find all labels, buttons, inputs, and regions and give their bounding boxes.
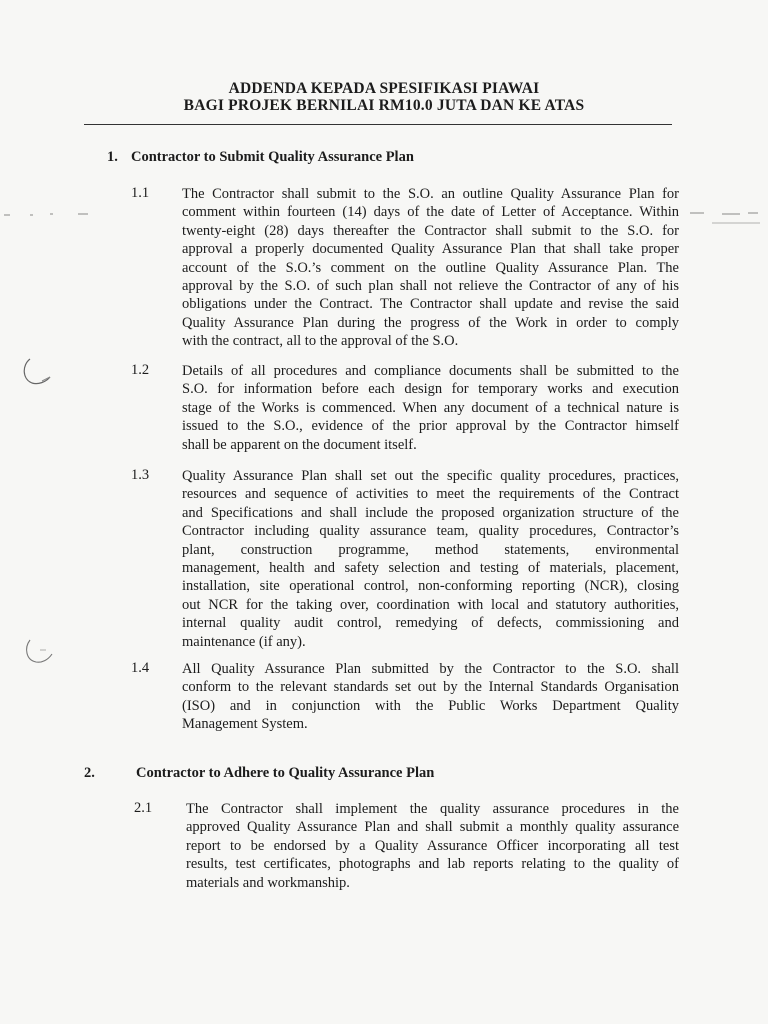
- text-line: installation, site operational control, non-conforming reporting (NCR), closing: [182, 578, 679, 595]
- clause-1-4-text: [182, 660, 679, 734]
- text-line: The Contractor shall submit to the S.O. an outline Quality Assurance Plan for: [182, 186, 679, 202]
- section-2-number: 2.: [84, 765, 95, 781]
- document-title-line-2: BAGI PROJEK BERNILAI RM10.0 JUTA DAN KE ATAS: [183, 97, 585, 114]
- clause-2-1-text: [186, 800, 679, 892]
- text-line: conform to the relevant standards set out by the Internal Standards Organisation: [182, 679, 679, 696]
- text-line: resources and sequence of activities to meet the requirements of the Contract: [182, 486, 679, 503]
- text-line: Management System.: [182, 716, 308, 733]
- text-line: The Contractor shall implement the quality assurance procedures in the: [186, 801, 679, 817]
- text-line: S.O. for information before each design for temporary works and execution: [182, 381, 679, 398]
- clause-number: 1.2: [131, 362, 150, 378]
- clause-number: 2.1: [134, 800, 153, 816]
- scan-speckles: [0, 205, 768, 235]
- section-1-title: Contractor to Submit Quality Assurance Plan: [131, 149, 414, 165]
- text-line: All Quality Assurance Plan submitted by the Contractor to the S.O. shall: [182, 661, 679, 677]
- clause-number: 1.3: [131, 467, 150, 483]
- text-line: issued to the S.O., evidence of the prior approval by the Contractor himself: [182, 418, 679, 435]
- text-line: out NCR for the taking over, coordination with local and statutory authorities,: [182, 596, 679, 613]
- text-line: with the contract, all to the approval of the S.O.: [182, 333, 459, 350]
- text-line: materials and workmanship.: [186, 874, 350, 891]
- header-divider: [84, 124, 672, 125]
- clause-1-2-text: [182, 362, 679, 454]
- text-line: approval by the S.O. of such plan shall not relieve the Contractor of any of his: [182, 278, 679, 295]
- text-line: shall be apparent on the document itself.: [182, 436, 417, 453]
- text-line: Contractor including quality assurance team, quality procedures, Contractor’s: [182, 523, 679, 540]
- text-line: results, test certificates, photographs and lab reports relating to the quality of: [186, 856, 679, 873]
- clause-number: 1.1: [131, 185, 150, 201]
- text-line: Quality Assurance Plan during the progress of the Work in order to comply: [182, 314, 679, 331]
- text-line: comment within fourteen (14) days of the date of Letter of Acceptance. Within: [182, 204, 679, 221]
- text-line: management, health and safety selection and testing of materials, placement,: [182, 560, 679, 577]
- text-line: approved Quality Assurance Plan and shall submit a monthly quality assurance: [186, 819, 679, 836]
- section-1-number: 1.: [107, 149, 118, 165]
- text-line: Details of all procedures and compliance documents shall be submitted to the: [182, 363, 679, 379]
- section-2-title: Contractor to Adhere to Quality Assurance Plan: [136, 765, 435, 781]
- text-line: account of the S.O.’s comment on the outline Quality Assurance Plan. The: [182, 259, 679, 276]
- text-line: stage of the Works is commenced. When any document of a technical nature is: [182, 399, 679, 416]
- text-line: internal quality audit control, remedying of defects, commissioning and: [182, 615, 679, 632]
- clause-number: 1.4: [131, 660, 150, 676]
- punch-hole-mark-lower: [20, 636, 60, 670]
- punch-hole-mark-upper: [18, 355, 58, 389]
- text-line: approval a properly documented Quality Assurance Plan that shall take proper: [182, 241, 679, 258]
- text-line: twenty-eight (28) days thereafter the Contractor shall submit to the S.O. for: [182, 222, 679, 239]
- clause-1-3-text: [182, 467, 679, 651]
- text-line: report to be endorsed by a Quality Assurance Officer incorporating all test: [186, 837, 679, 854]
- text-line: (ISO) and in conjunction with the Public Works Department Quality: [182, 697, 679, 714]
- text-line: and Specifications and shall include the proposed organization structure of the: [182, 504, 679, 521]
- text-line: obligations under the Contract. The Contractor shall update and revise the said: [182, 296, 679, 313]
- text-line: maintenance (if any).: [182, 633, 306, 650]
- text-line: plant, construction programme, method statements, environmental: [182, 541, 679, 558]
- document-title-line-1: ADDENDA KEPADA SPESIFIKASI PIAWAI: [228, 80, 540, 97]
- text-line: Quality Assurance Plan shall set out the specific quality procedures, practices,: [182, 468, 679, 484]
